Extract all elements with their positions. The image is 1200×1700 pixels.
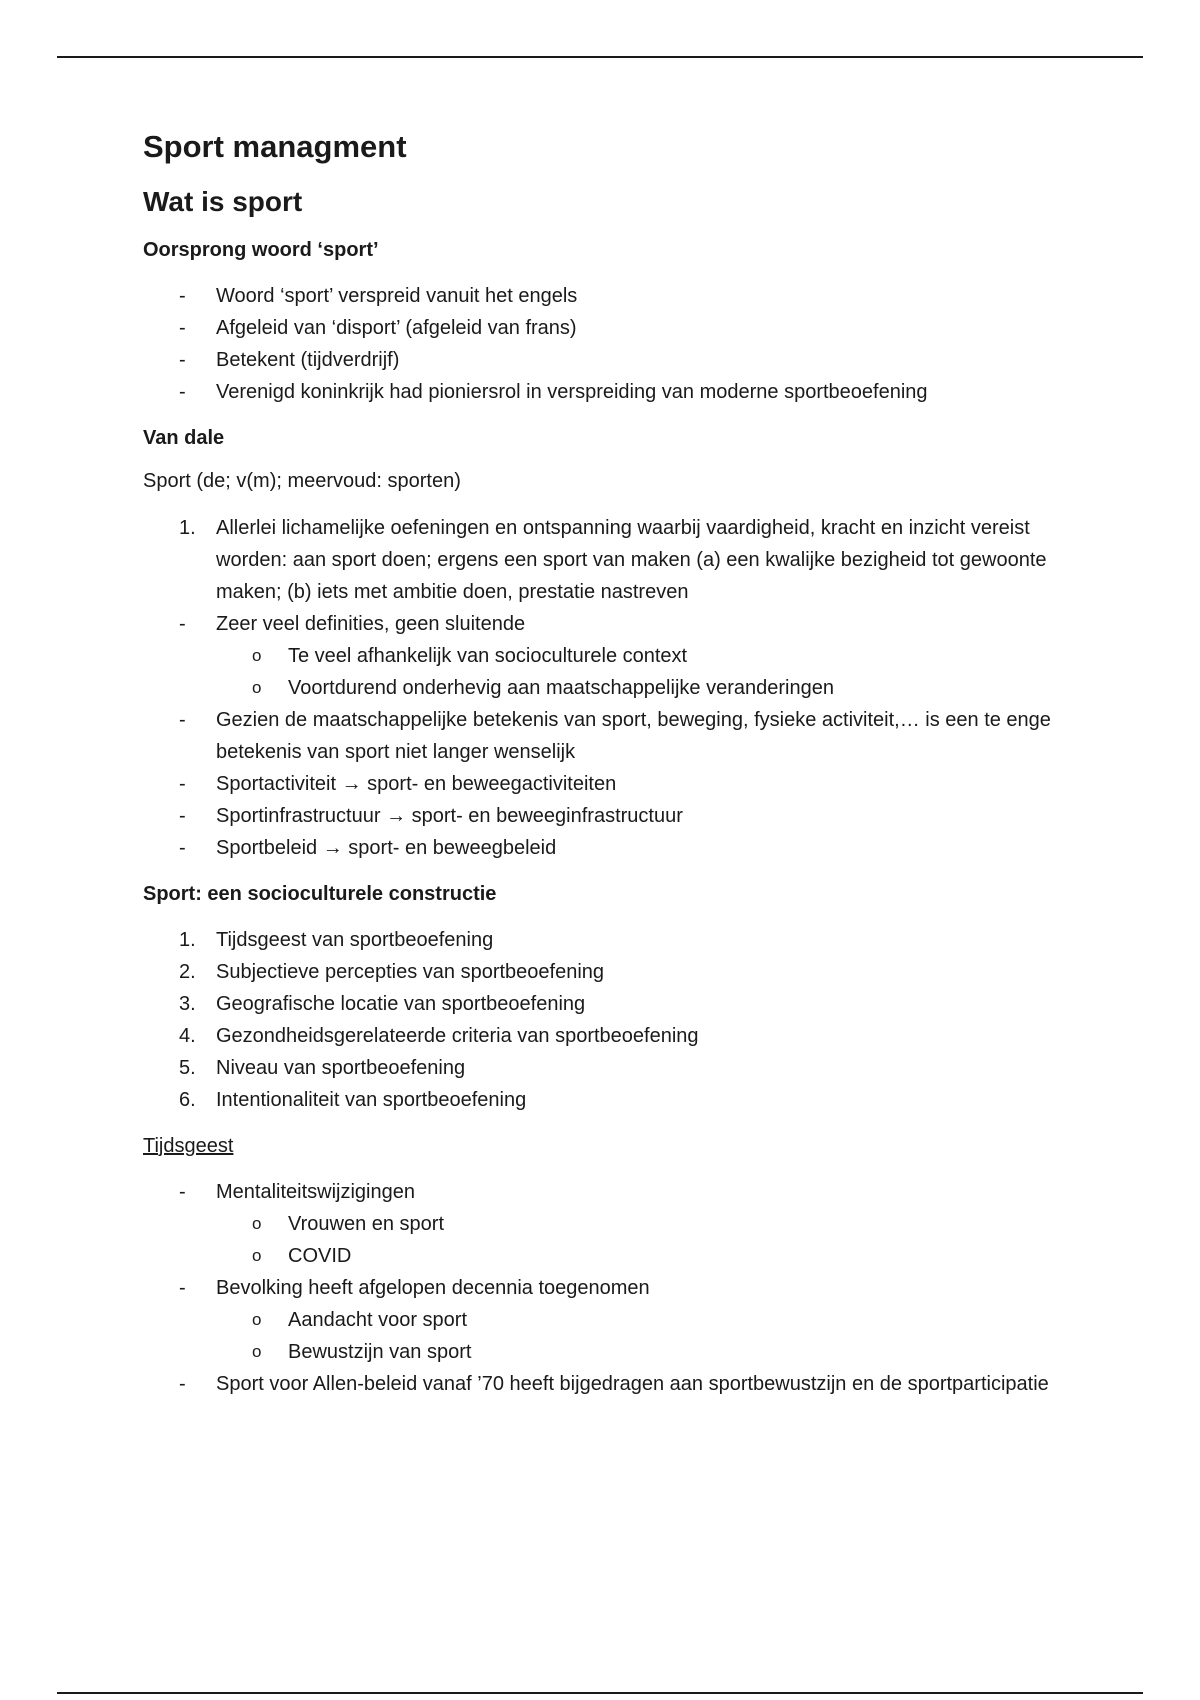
list-item: - Verenigd koninkrijk had pioniersrol in verspreiding van moderne sportbeoefening bbox=[143, 376, 1063, 408]
section-heading-construct: Sport: een socioculturele constructie bbox=[143, 882, 497, 905]
sub-list-item: o COVID bbox=[216, 1240, 1063, 1272]
sub-list-item: o Vrouwen en sport bbox=[216, 1208, 1063, 1240]
dash-bullet-icon: - bbox=[179, 284, 186, 307]
list-item: 1. Allerlei lichamelijke oefeningen en ontspanning waarbij vaardigheid, kracht en inzicht vereist worden: aan sport doen; ergens een sport van maken (a) een kwalijke bezigheid tot gewoonte maken; (b) iets met ambitie doen, prestatie nastreven bbox=[143, 512, 1063, 608]
section-heading-tijdsgeest: Tijdsgeest bbox=[143, 1134, 234, 1157]
sub-list-item: o Voortdurend onderhevig aan maatschappelijke veranderingen bbox=[216, 672, 1063, 704]
list-item: - Woord ‘sport’ verspreid vanuit het engels bbox=[143, 280, 1063, 312]
dash-bullet-icon: - bbox=[179, 348, 186, 371]
document-subtitle: Wat is sport bbox=[143, 186, 303, 218]
sub-list bbox=[216, 1304, 1063, 1368]
list-number: 3. bbox=[179, 992, 196, 1015]
list-item: 6. Intentionaliteit van sportbeoefening bbox=[143, 1084, 1063, 1116]
list-item: 2. Subjectieve percepties van sportbeoefening bbox=[143, 956, 1063, 988]
dash-bullet-icon: - bbox=[179, 380, 186, 403]
section-heading-van-dale: Van dale bbox=[143, 426, 225, 449]
dash-bullet-icon: - bbox=[179, 708, 186, 731]
circle-bullet-icon: o bbox=[252, 677, 262, 697]
definition-numbered-list bbox=[143, 512, 1063, 608]
dash-bullet-icon: - bbox=[179, 1180, 186, 1203]
list-item: 3. Geografische locatie van sportbeoefening bbox=[143, 988, 1063, 1020]
dash-bullet-icon: - bbox=[179, 772, 186, 795]
sub-list bbox=[216, 1208, 1063, 1272]
document-body bbox=[143, 128, 1063, 1417]
list-number: 4. bbox=[179, 1024, 196, 1047]
definition-notes-list bbox=[143, 608, 1063, 864]
dash-bullet-icon: - bbox=[179, 836, 186, 859]
list-number: 1. bbox=[179, 516, 196, 539]
list-item: - Bevolking heeft afgelopen decennia toegenomen o Aandacht voor sport o Bewustzijn van sport bbox=[143, 1272, 1063, 1368]
list-item: - Mentaliteitswijzigingen o Vrouwen en sport o COVID bbox=[143, 1176, 1063, 1272]
list-item: - Zeer veel definities, geen sluitende o Te veel afhankelijk van socioculturele context o Voortdurend onderhevig aan maatschappelijke veranderingen bbox=[143, 608, 1063, 704]
sub-list bbox=[216, 640, 1063, 704]
list-item: - Sportinfrastructuur → sport- en beweeginfrastructuur bbox=[143, 800, 1063, 832]
sub-list-item: o Aandacht voor sport bbox=[216, 1304, 1063, 1336]
sub-list-item: o Bewustzijn van sport bbox=[216, 1336, 1063, 1368]
list-number: 1. bbox=[179, 928, 196, 951]
list-item: 5. Niveau van sportbeoefening bbox=[143, 1052, 1063, 1084]
bottom-divider bbox=[57, 1692, 1143, 1694]
origin-list bbox=[143, 280, 1063, 408]
list-item: - Sport voor Allen-beleid vanaf ’70 heeft bijgedragen aan sportbewustzijn en de sportparticipatie bbox=[143, 1368, 1063, 1400]
circle-bullet-icon: o bbox=[252, 1341, 262, 1361]
circle-bullet-icon: o bbox=[252, 1309, 262, 1329]
list-item: 4. Gezondheidsgerelateerde criteria van sportbeoefening bbox=[143, 1020, 1063, 1052]
dash-bullet-icon: - bbox=[179, 612, 186, 635]
list-item: - Gezien de maatschappelijke betekenis van sport, beweging, fysieke activiteit,… is een te enge betekenis van sport niet langer wenselijk bbox=[143, 704, 1063, 768]
document-title: Sport managment bbox=[143, 129, 407, 164]
tijdsgeest-list bbox=[143, 1176, 1063, 1400]
dash-bullet-icon: - bbox=[179, 804, 186, 827]
list-item: - Afgeleid van ‘disport’ (afgeleid van frans) bbox=[143, 312, 1063, 344]
section-heading-origin: Oorsprong woord ‘sport’ bbox=[143, 238, 379, 261]
sub-list-item: o Te veel afhankelijk van socioculturele context bbox=[216, 640, 1063, 672]
circle-bullet-icon: o bbox=[252, 1213, 262, 1233]
dash-bullet-icon: - bbox=[179, 316, 186, 339]
circle-bullet-icon: o bbox=[252, 1245, 262, 1265]
circle-bullet-icon: o bbox=[252, 645, 262, 665]
construct-numbered-list bbox=[143, 924, 1063, 1116]
list-item: - Sportbeleid → sport- en beweegbeleid bbox=[143, 832, 1063, 864]
definition-line: Sport (de; v(m); meervoud: sporten) bbox=[143, 469, 461, 492]
top-divider bbox=[57, 56, 1143, 58]
list-item: - Betekent (tijdverdrijf) bbox=[143, 344, 1063, 376]
list-number: 5. bbox=[179, 1056, 196, 1079]
list-number: 2. bbox=[179, 960, 196, 983]
list-number: 6. bbox=[179, 1088, 196, 1111]
dash-bullet-icon: - bbox=[179, 1372, 186, 1395]
list-item: - Sportactiviteit → sport- en beweegactiviteiten bbox=[143, 768, 1063, 800]
dash-bullet-icon: - bbox=[179, 1276, 186, 1299]
list-item: 1. Tijdsgeest van sportbeoefening bbox=[143, 924, 1063, 956]
